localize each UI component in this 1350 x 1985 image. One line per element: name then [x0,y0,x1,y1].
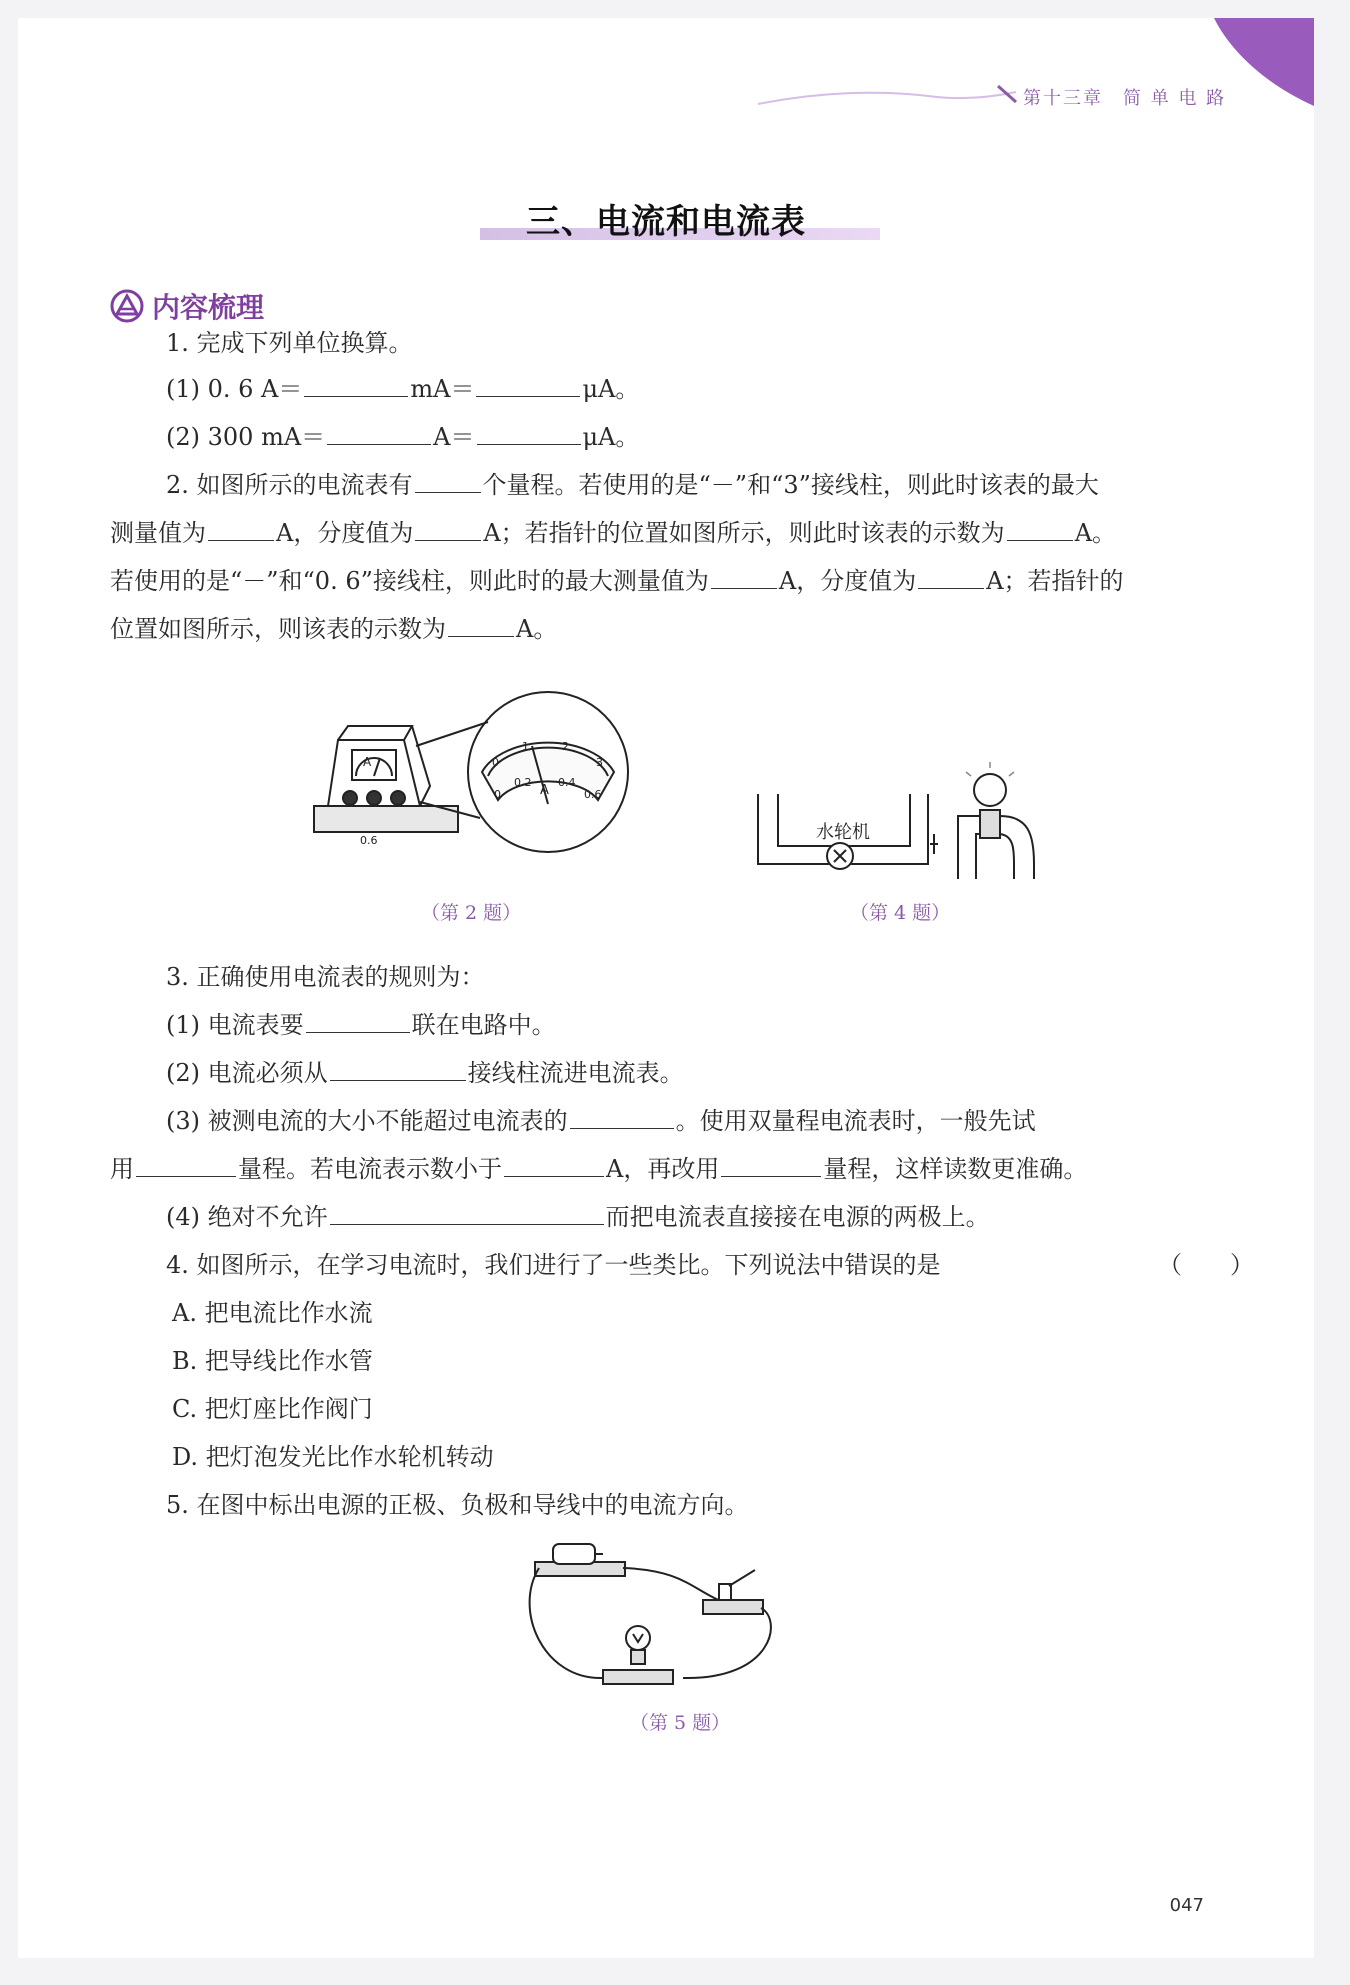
q2-line1 [166,470,1099,500]
figure-5-caption: （第 5 题） [630,1712,731,1734]
ammeter-figure [308,686,638,876]
q3-text: 联在电路中。 [411,1011,556,1039]
q4-option-d[interactable]: D. 把灯泡发光比作水轮机转动 [172,1443,494,1471]
q2-text: 位置如图所示，则该表的示数为 [110,615,446,643]
q2-text: A。 [1074,519,1117,547]
answer-blank[interactable] [1007,518,1073,541]
section-label: 内容梳理 [152,291,265,324]
meter-face-letter: A [363,755,372,769]
q3-text: 用 [110,1155,134,1183]
q2-text: 测量值为 [110,519,206,547]
meter-top-tick: 1 [522,740,529,753]
q2-line2 [110,518,1116,548]
q3-stem: 3. 正确使用电流表的规则为： [166,963,485,991]
water-turbine-label: 水轮机 [816,822,870,843]
q2-text: A，分度值为 [778,567,917,595]
q1-part1 [166,374,639,404]
q1-p2-text: μA。 [582,423,640,451]
page-title: 三、电流和电流表 [526,202,806,242]
q4-option-a[interactable]: A. 把电流比作水流 [172,1299,373,1327]
q3-part3 [166,1106,1036,1136]
q2-text: A。 [516,615,558,643]
answer-blank[interactable] [448,614,514,637]
q2-text: A；若指针的位置如图所示，则此时该表的示数为 [483,519,1005,547]
q3-text: 量程，这样读数更准确。 [823,1155,1088,1183]
answer-blank[interactable] [570,1106,674,1129]
workbook-page [18,18,1314,1958]
q4-answer-paren[interactable]: （ ） [1158,1251,1254,1279]
answer-blank[interactable] [136,1154,236,1177]
header-decoration-line [758,82,1018,112]
q2-text: A，分度值为 [276,519,414,547]
answer-blank[interactable] [415,470,481,493]
q2-text: 个量程。若使用的是“－”和“3”接线柱，则此时该表的最大 [482,471,1099,499]
chapter-title: 第十三章 简 单 电 路 [1023,88,1227,109]
q2-text: A；若指针的 [986,567,1124,595]
answer-blank[interactable] [476,374,580,397]
answer-blank[interactable] [918,566,984,589]
answer-blank[interactable] [330,1202,604,1225]
q1-p1-text: μA。 [582,375,640,403]
chapter-header [1023,84,1226,110]
answer-blank[interactable] [306,1010,410,1033]
meter-top-tick: 2 [562,740,569,753]
answer-blank[interactable] [477,422,581,445]
q3-text: (4) 绝对不允许 [166,1203,328,1231]
q3-part4 [166,1202,990,1232]
figure-2-caption: （第 2 题） [421,902,522,924]
meter-unit: A [540,783,549,798]
corner-decoration [1214,18,1314,106]
q3-text: (1) 电流表要 [166,1011,304,1039]
q2-text: 2. 如图所示的电流表有 [166,471,413,499]
answer-blank[interactable] [208,518,274,541]
meter-terminal-label: 0.6 [360,834,378,847]
q3-text: (2) 电流必须从 [166,1059,328,1087]
q2-line3 [110,566,1124,596]
answer-blank[interactable] [415,518,481,541]
q1-part2 [166,422,639,452]
meter-bottom-tick: 0.6 [584,788,602,801]
q3-text: 。使用双量程电流表时，一般先试 [675,1107,1036,1135]
q3-text: A，再改用 [606,1155,720,1183]
q3-part2 [166,1058,684,1088]
answer-blank[interactable] [721,1154,821,1177]
meter-bottom-tick: 0 [494,788,501,801]
q4-stem: 4. 如图所示，在学习电流时，我们进行了一些类比。下列说法中错误的是 [166,1251,941,1279]
q1-stem: 1. 完成下列单位换算。 [166,329,413,357]
meter-bottom-tick: 0.2 [514,776,532,789]
q4-option-c[interactable]: C. 把灯座比作阀门 [172,1395,373,1423]
answer-blank[interactable] [327,422,431,445]
q3-text: 量程。若电流表示数小于 [238,1155,502,1183]
q1-p1-text: (1) 0. 6 A＝ [166,375,303,403]
q5-stem: 5. 在图中标出电源的正极、负极和导线中的电流方向。 [166,1491,749,1519]
circuit-figure [523,1530,853,1710]
answer-blank[interactable] [330,1058,466,1081]
q3-text: 而把电流表直接接在电源的两极上。 [605,1203,990,1231]
meter-top-tick: 0 [492,756,499,769]
q2-line4 [110,614,557,644]
q1-p2-text: A＝ [433,423,475,451]
water-analogy-figure [738,734,1068,884]
answer-blank[interactable] [711,566,777,589]
q1-p1-text: mA＝ [410,375,475,403]
answer-blank[interactable] [304,374,408,397]
q3-text: 接线柱流进电流表。 [467,1059,684,1087]
q1-p2-text: (2) 300 mA＝ [166,423,326,451]
triangle-badge-icon [110,289,144,323]
q3-part1 [166,1010,556,1040]
q4-option-b[interactable]: B. 把导线比作水管 [172,1347,373,1375]
q2-text: 若使用的是“－”和“0. 6”接线柱，则此时的最大测量值为 [110,567,709,595]
answer-blank[interactable] [504,1154,604,1177]
figure-4-caption: （第 4 题） [850,902,951,924]
q3-text: (3) 被测电流的大小不能超过电流表的 [166,1107,568,1135]
meter-top-tick: 3 [596,756,603,769]
page-number: 047 [1169,1895,1204,1916]
q3-part3-cont [110,1154,1087,1184]
section-heading [110,286,264,326]
meter-bottom-tick: 0.4 [558,776,576,789]
